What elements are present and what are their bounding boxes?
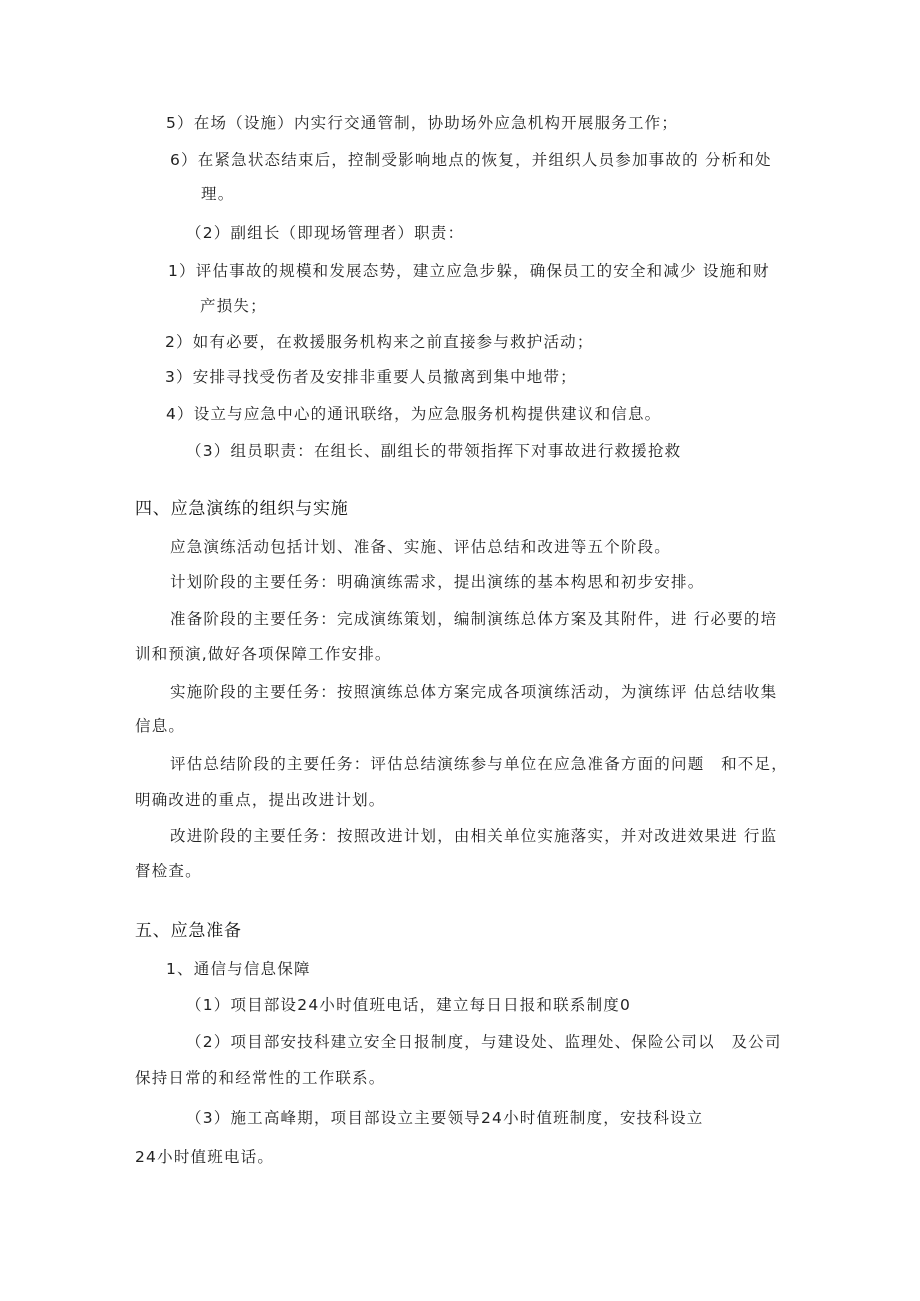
member-duties: （3）组员职责：在组长、副组长的带领指挥下对事故进行救援抢救 xyxy=(186,442,682,460)
section-5-item-2: （2）项目部安技科建立安全日报制度，与建设处、监理处、保险公司以 及公司 xyxy=(186,1033,782,1051)
deputy-duty-2: 2）如有必要，在救援服务机构来之前直接参与救护活动； xyxy=(165,333,594,351)
section-4-para-6: 改进阶段的主要任务：按照改进计划，由相关单位实施落实，并对改进效果进 行监 xyxy=(170,827,778,845)
section-4-para-3: 准备阶段的主要任务：完成演练策划，编制演练总体方案及其附件，进 行必要的培 xyxy=(170,610,778,628)
deputy-duty-3: 3）安排寻找受伤者及安排非重要人员撤离到集中地带； xyxy=(165,368,577,386)
deputy-duty-4: 4）设立与应急中心的通讯联络，为应急服务机构提供建议和信息。 xyxy=(166,405,662,423)
section-5-item-3: （3）施工高峰期，项目部设立主要领导24小时值班制度，安技科设立 xyxy=(186,1109,704,1127)
section-4-para-5: 评估总结阶段的主要任务：评估总结演练参与单位在应急准备方面的问题 和不足， xyxy=(170,755,788,773)
section-4-title: 四、应急演练的组织与实施 xyxy=(135,499,349,519)
section-5-title: 五、应急准备 xyxy=(135,921,242,941)
leader-duty-6: 6）在紧急状态结束后，控制受影响地点的恢复，并组织人员参加事故的 分析和处 xyxy=(170,151,772,169)
section-5-item-3-cont: 24小时值班电话。 xyxy=(135,1148,275,1166)
section-4-para-1: 应急演练活动包括计划、准备、实施、评估总结和改进等五个阶段。 xyxy=(170,538,672,556)
deputy-duty-1-cont: 产损失； xyxy=(200,297,267,315)
leader-duty-5: 5）在场（设施）内实行交通管制，协助场外应急机构开展服务工作； xyxy=(166,114,679,132)
section-4-para-4: 实施阶段的主要任务：按照演练总体方案完成各项演练活动，为演练评 估总结收集 xyxy=(170,683,778,701)
section-5-item-2-cont: 保持日常的和经常性的工作联系。 xyxy=(135,1069,386,1087)
section-4-para-3-cont: 训和预演,做好各项保障工作安排。 xyxy=(135,645,392,663)
deputy-duty-1: 1）评估事故的规模和发展态势，建立应急步躲，确保员工的安全和减少 设施和财 xyxy=(168,262,770,280)
section-4-para-2: 计划阶段的主要任务：明确演练需求，提出演练的基本构思和初步安排。 xyxy=(170,573,705,591)
section-5-sub-1: 1、通信与信息保障 xyxy=(166,960,311,978)
leader-duty-6-cont: 理。 xyxy=(201,185,235,203)
section-4-para-5-cont: 明确改进的重点，提出改进计划。 xyxy=(135,791,386,809)
section-5-item-1: （1）项目部设24小时值班电话，建立每日日报和联系制度0 xyxy=(186,996,632,1014)
deputy-duties-heading: （2）副组长（即现场管理者）职责： xyxy=(186,224,465,242)
section-4-para-4-cont: 信息。 xyxy=(135,717,186,735)
section-4-para-6-cont: 督检查。 xyxy=(135,862,202,880)
